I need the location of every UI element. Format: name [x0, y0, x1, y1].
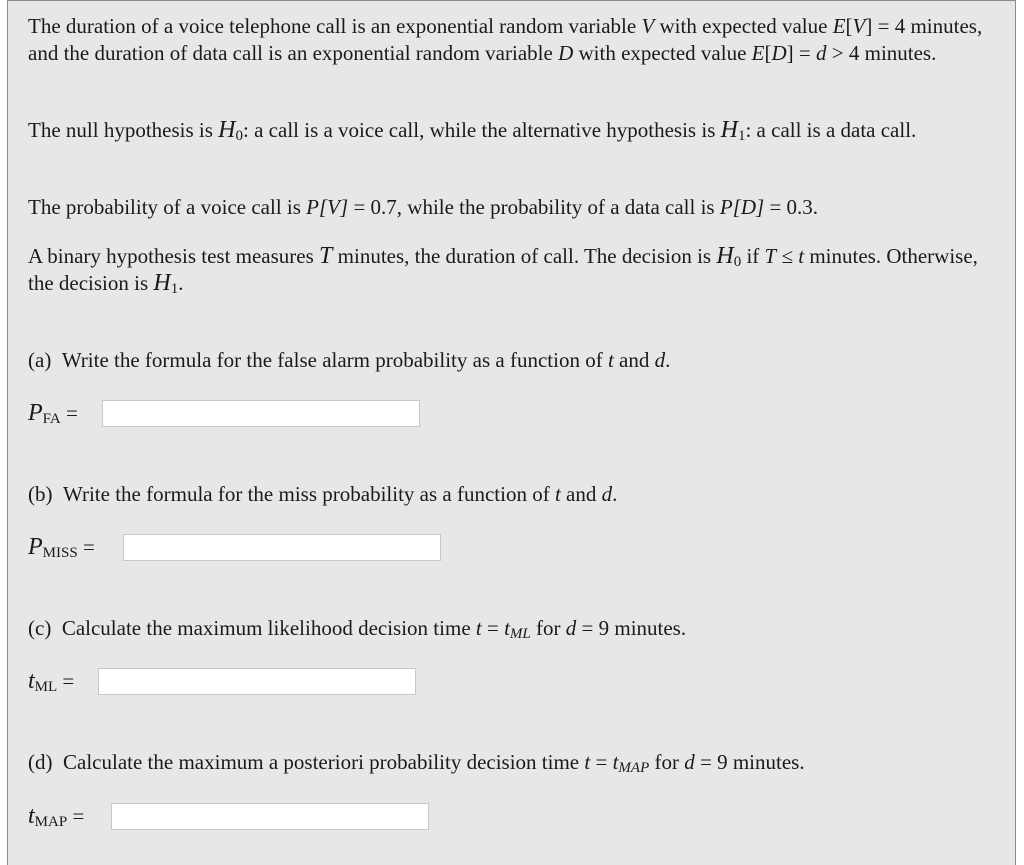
- text: with expected value: [654, 14, 833, 38]
- text: The null hypothesis is: [28, 118, 219, 142]
- subscript: 0: [235, 128, 244, 144]
- var-e: E: [832, 14, 846, 38]
- intro-paragraph-4: [28, 243, 988, 297]
- tml-label: [28, 667, 74, 695]
- text: = 0.3.: [764, 195, 819, 219]
- var-d: D: [558, 41, 574, 65]
- part-b-question: [28, 481, 988, 508]
- var-d: D: [771, 41, 787, 65]
- subscript: MAP: [34, 814, 68, 830]
- subscript: 1: [737, 128, 746, 144]
- subscript: ML: [509, 626, 531, 642]
- var-d: d: [684, 750, 695, 774]
- subscript: ML: [34, 679, 58, 695]
- part-a-question: [28, 347, 988, 374]
- text: A binary hypothesis test measures: [28, 244, 320, 268]
- var-d: d: [565, 616, 577, 640]
- var-p: P: [28, 400, 43, 426]
- var-p: P: [28, 534, 43, 560]
- var-t: t: [554, 482, 561, 506]
- text: if: [741, 244, 765, 268]
- var-v: V: [852, 14, 866, 38]
- var-p: P: [719, 195, 733, 219]
- text: Calculate the maximum likelihood decision time: [61, 616, 476, 640]
- text: .: [178, 271, 184, 295]
- tmap-label: [28, 802, 84, 830]
- var-d-lower: d: [816, 41, 827, 65]
- part-marker: (d): [28, 750, 53, 774]
- text: .: [612, 482, 618, 506]
- var-t: t: [504, 616, 510, 640]
- subscript: 1: [170, 281, 179, 297]
- var-d: d: [654, 348, 666, 372]
- text: with expected value: [573, 41, 752, 65]
- text: [: [845, 14, 853, 38]
- text: for: [649, 750, 685, 774]
- text: ≤: [776, 244, 799, 268]
- var-t-lower: t: [798, 244, 805, 268]
- var-d: d: [601, 482, 613, 506]
- subscript: MAP: [618, 760, 650, 776]
- var-t: t: [28, 668, 35, 694]
- text: ] = 4 minutes, and the duration of data call is an exponential random variable: [28, 14, 983, 65]
- text: : a call is a voice call, while the alternative hypothesis is: [243, 118, 721, 142]
- text: ] =: [786, 41, 817, 65]
- equals-sign: =: [67, 804, 85, 828]
- part-marker: (b): [28, 482, 53, 506]
- text: and: [613, 348, 655, 372]
- text: =: [590, 750, 613, 774]
- question-panel: [7, 0, 1016, 865]
- var-t: T: [764, 244, 777, 268]
- var-h: H: [716, 243, 734, 269]
- pfa-input[interactable]: [102, 400, 420, 427]
- var-t: t: [475, 616, 482, 640]
- var-t: T: [319, 243, 333, 269]
- text: =: [481, 616, 505, 640]
- text: [: [764, 41, 772, 65]
- text: minutes. Otherwise, the decision is: [28, 244, 978, 295]
- part-marker: (a): [28, 348, 52, 372]
- var-v: [V]: [319, 195, 349, 219]
- var-e: E: [751, 41, 765, 65]
- subscript: 0: [733, 254, 742, 270]
- intro-paragraph-1: [28, 13, 988, 67]
- text: The duration of a voice telephone call is an exponential random variable: [28, 14, 642, 38]
- var-t: t: [584, 750, 591, 774]
- var-t: t: [607, 348, 614, 372]
- var-p: P: [306, 195, 319, 219]
- text: for: [530, 616, 566, 640]
- var-d: [D]: [732, 195, 765, 219]
- equals-sign: =: [77, 535, 95, 559]
- var-h: H: [720, 117, 738, 143]
- text: > 4 minutes.: [826, 41, 937, 65]
- equals-sign: =: [57, 669, 75, 693]
- part-c-question: [28, 615, 988, 642]
- subscript: FA: [42, 411, 61, 427]
- text: The probability of a voice call is: [28, 195, 307, 219]
- text: Calculate the maximum a posteriori probability decision time: [63, 750, 585, 774]
- text: Write the formula for the false alarm probability as a function of: [61, 348, 608, 372]
- text: = 9 minutes.: [694, 750, 805, 774]
- intro-paragraph-3: [28, 194, 988, 221]
- pfa-label: [28, 399, 78, 427]
- text: : a call is a data call.: [745, 118, 917, 142]
- text: Write the formula for the miss probability as a function of: [63, 482, 555, 506]
- text: = 0.7, while the probability of a data call is: [348, 195, 720, 219]
- equals-sign: =: [60, 401, 78, 425]
- var-h: H: [218, 117, 236, 143]
- text: minutes, the duration of call. The decision is: [332, 244, 717, 268]
- var-h: H: [153, 270, 171, 296]
- intro-paragraph-2: [28, 117, 988, 144]
- part-d-question: [28, 749, 988, 776]
- subscript: MISS: [42, 545, 78, 561]
- text: .: [665, 348, 671, 372]
- tmap-input[interactable]: [111, 803, 429, 830]
- pmiss-label: [28, 533, 95, 561]
- text: = 9 minutes.: [576, 616, 687, 640]
- pmiss-input[interactable]: [123, 534, 441, 561]
- var-v: V: [641, 14, 655, 38]
- text: and: [560, 482, 602, 506]
- var-t: t: [28, 803, 35, 829]
- tml-input[interactable]: [98, 668, 416, 695]
- part-marker: (c): [28, 616, 52, 640]
- var-t: t: [612, 750, 619, 774]
